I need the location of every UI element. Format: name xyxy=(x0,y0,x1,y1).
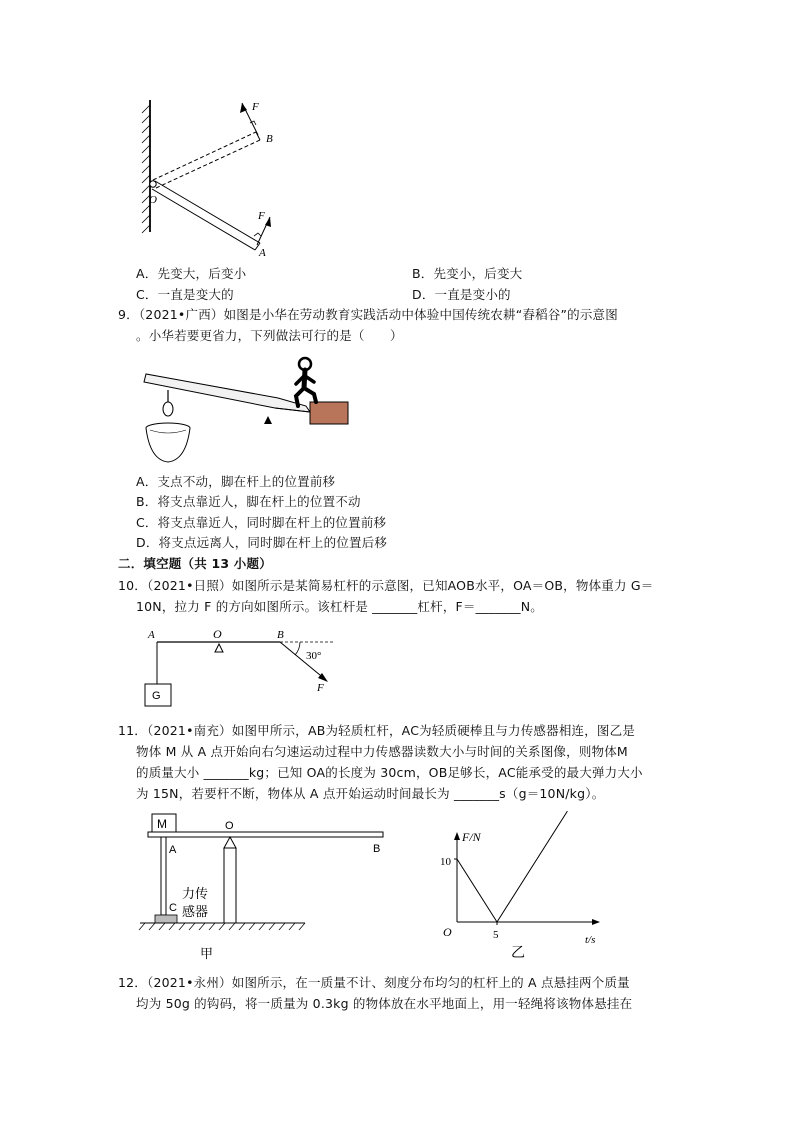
q9-option-c: C．将支点靠近人，同时脚在杆上的位置前移 xyxy=(136,515,387,530)
chart-series-extension xyxy=(537,811,567,859)
q11-stem-line1: 11．（2021•南充）如图甲所示，AB为轻质杠杆，AC为轻质硬棒且与力传感器相连，图乙是 xyxy=(118,723,636,738)
q11-stem-line3: 的质量大小 _______kg；已知 OA的长度为 30cm，OB足够长，AC能承受的最大弹力大小 xyxy=(136,765,643,780)
q11-figure-jia xyxy=(135,810,395,962)
q9-stem-line2: 。小华若要更省力，下列做法可行的是（ ） xyxy=(136,328,403,343)
q10-label-b: B xyxy=(277,629,284,641)
q10-label-g: G xyxy=(152,690,161,702)
q11-label-o: O xyxy=(225,820,234,832)
q10-stem-line1: 10．（2021•日照）如图所示是某简易杠杆的示意图，已知AOB水平，OA＝OB，物体重力 G＝ xyxy=(118,578,654,593)
q10-angle: 30° xyxy=(306,650,322,662)
q9-option-a: A．支点不动，脚在杆上的位置前移 xyxy=(136,474,336,489)
chart-xlabel: t/s xyxy=(585,934,596,946)
q11-sensor-line1: 力传 xyxy=(182,886,209,901)
chart-x-arrow xyxy=(592,919,600,925)
q11-stem-line4: 为 15N，若要杆不断，物体从 A 点开始运动时间最长为 _______s（g＝10N/kg）。 xyxy=(136,786,605,801)
q8-label-a: A xyxy=(259,247,266,259)
q11-sensor-line2: 感器 xyxy=(182,904,209,919)
q8-label-b: B xyxy=(266,133,273,145)
q11-caption-yi: 乙 xyxy=(511,944,525,960)
section-heading: 二．填空题（共 13 小题） xyxy=(118,556,272,571)
q10-stem-line2: 10N，拉力 F 的方向如图所示。该杠杆是 _______杠杆，F＝_______N。 xyxy=(136,599,544,614)
chart-xtick-label: 5 xyxy=(493,929,499,941)
q11-caption-jia: 甲 xyxy=(200,946,214,961)
chart-series-line xyxy=(457,859,537,922)
q8-option-a: A．先变大，后变小 xyxy=(136,266,247,281)
q8-label-f2: F xyxy=(258,210,265,222)
q9-option-b: B．将支点靠近人，脚在杆上的位置不动 xyxy=(136,494,361,509)
q9-stem-line1: 9．（2021•广西）如图是小华在劳动教育实践活动中体验中国传统农耕“舂稻谷”的示意图 xyxy=(118,307,618,322)
q12-stem-line2: 均为 50g 的钩码，将一质量为 0.3kg 的物体放在水平地面上，用一轻绳将该物体悬挂在 xyxy=(136,996,633,1011)
q11-label-b: B xyxy=(373,843,381,855)
q10-label-a: A xyxy=(148,629,155,641)
q11-label-a: A xyxy=(169,844,177,856)
q10-label-o: O xyxy=(213,627,222,641)
q8-option-d: D．一直是变小的 xyxy=(412,287,511,302)
q12-stem-line1: 12．（2021•永州）如图所示，在一质量不计、刻度分布均匀的杠杆上的 A 点悬挂两个质量 xyxy=(118,975,630,990)
chart-origin: O xyxy=(443,925,452,939)
q8-figure xyxy=(130,95,290,259)
q11-stem-line2: 物体 M 从 A 点开始向右匀速运动过程中力传感器读数大小与时间的关系图像，则物体M xyxy=(136,744,628,759)
q9-figure xyxy=(140,352,360,467)
q9-option-d: D．将支点远离人，同时脚在杆上的位置后移 xyxy=(136,535,388,550)
q8-option-b: B．先变小，后变大 xyxy=(412,266,523,281)
q10-figure xyxy=(140,622,350,710)
q11-label-m: M xyxy=(157,817,167,831)
q10-label-f: F xyxy=(317,682,324,694)
q8-option-c: C．一直是变大的 xyxy=(136,287,234,302)
q11-label-c: C xyxy=(169,902,177,914)
q8-label-o: O xyxy=(149,194,157,206)
chart-ytick-label: 10 xyxy=(440,856,451,868)
chart-y-arrow xyxy=(454,832,460,840)
q11-figure-yi xyxy=(435,825,610,960)
chart-ylabel: F/N xyxy=(462,830,481,844)
q8-label-f1: F xyxy=(252,101,259,113)
